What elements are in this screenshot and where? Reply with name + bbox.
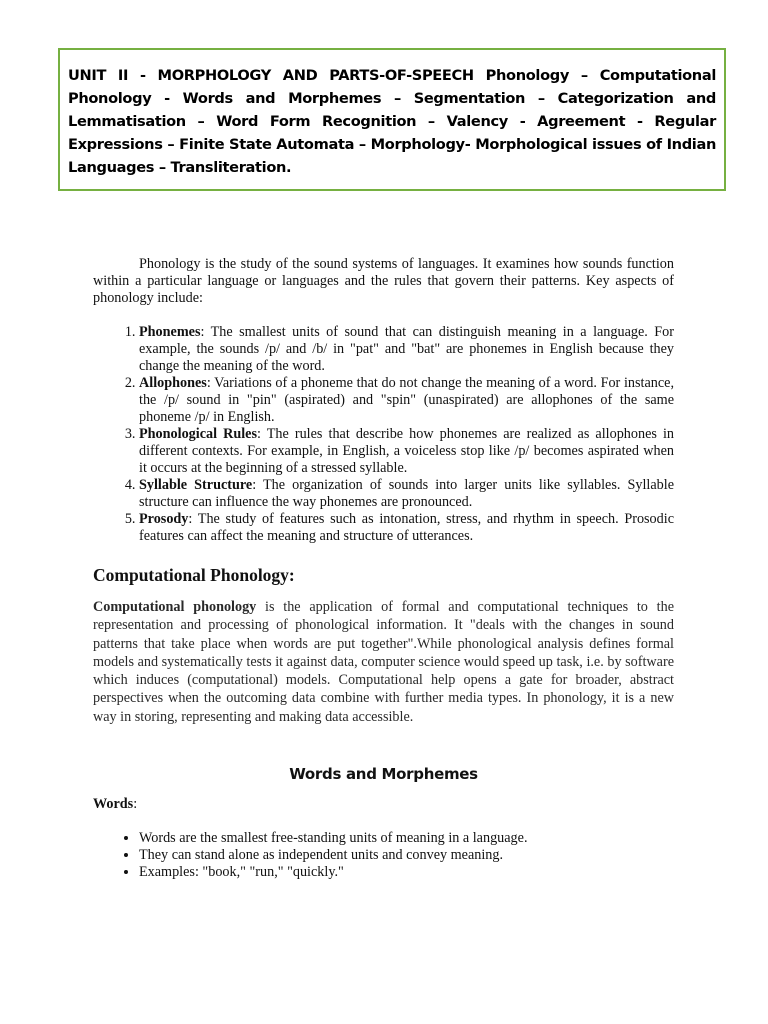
computational-phonology-description: is the application of formal and computational techniques to the representation and processing of phonological information. It "deals with the changes in sound patterns that take place when words are put together".While phonological analysis defines formal models and systematically tests it against data, computer science would speed up task, i.e. by software which induces (computational) models. Computational help opens a gate for broader, abstract perspectives when the outcoming data combine with further media types. In phonology, it is a new way in storing, representing and making data accessible. xyxy=(93,599,674,725)
list-item: • They can stand alone as independent units and convey meaning. xyxy=(139,847,674,864)
unit-syllabus-text: UNIT II - MORPHOLOGY AND PARTS-OF-SPEECH Phonology – Computational Phonology - Words and Morphemes – Segmentation – Categorization and Lemmatisation – Word Form Recognition – Valency - Agreement - Regular Expressions – Finite State Automata – Morphology- Morphological issues of Indian Languages – Transliteration. xyxy=(68,67,716,176)
phonology-intro-paragraph: Phonology is the study of the sound systems of languages. It examines how sounds function within a particular language or languages and the rules that govern their patterns. Key aspects of phonology include: xyxy=(93,256,674,306)
list-item xyxy=(139,375,674,426)
words-label-colon: : xyxy=(133,796,138,813)
aspect-term: Phonemes xyxy=(139,324,201,340)
list-item: • Words are the smallest free-standing units of meaning in a language. xyxy=(139,830,674,847)
computational-phonology-paragraph xyxy=(93,598,674,726)
aspect-term: Allophones xyxy=(139,375,207,391)
aspect-term: Syllable Structure xyxy=(139,477,253,493)
words-bullet-list xyxy=(93,830,674,881)
list-item: • Examples: "book," "run," "quickly." xyxy=(139,864,674,881)
aspect-description: : The rules that describe how phonemes are realized as allophones in different contexts. For example, in English, a voiceless stop like /p/ becomes aspirated when it occurs at the beginning of a stressed syllable. xyxy=(139,426,674,476)
unit-syllabus-box xyxy=(58,48,726,191)
words-label-paragraph xyxy=(93,796,674,813)
aspect-description: : The organization of sounds into larger units like syllables. Syllable structure can influence the way phonemes are pronounced. xyxy=(139,477,674,510)
phonology-aspects-list xyxy=(93,324,674,545)
aspect-description: : Variations of a phoneme that do not change the meaning of a word. For instance, the /p/ sound in "pin" (aspirated) and "spin" (unaspirated) are allophones of the same phoneme /p/ in English. xyxy=(139,375,674,425)
words-morphemes-heading: Words and Morphemes xyxy=(289,765,478,784)
list-item xyxy=(139,477,674,511)
computational-phonology-term: Computational phonology xyxy=(93,599,257,615)
aspect-description: : The smallest units of sound that can distinguish meaning in a language. For example, the sounds /p/ and /b/ in "pat" and "bat" are phonemes in English because they change the meaning of the word. xyxy=(139,324,674,374)
aspect-term: Prosody xyxy=(139,511,189,527)
list-item xyxy=(139,426,674,477)
list-item xyxy=(139,511,674,545)
computational-phonology-heading: Computational Phonology: xyxy=(93,565,295,585)
document-body xyxy=(93,256,674,881)
aspect-description: : The study of features such as intonation, stress, and rhythm in speech. Prosodic features can affect the meaning and structure of utterances. xyxy=(139,511,674,544)
list-item xyxy=(139,324,674,375)
aspect-term: Phonological Rules xyxy=(139,426,257,442)
words-label: Words xyxy=(93,796,134,813)
